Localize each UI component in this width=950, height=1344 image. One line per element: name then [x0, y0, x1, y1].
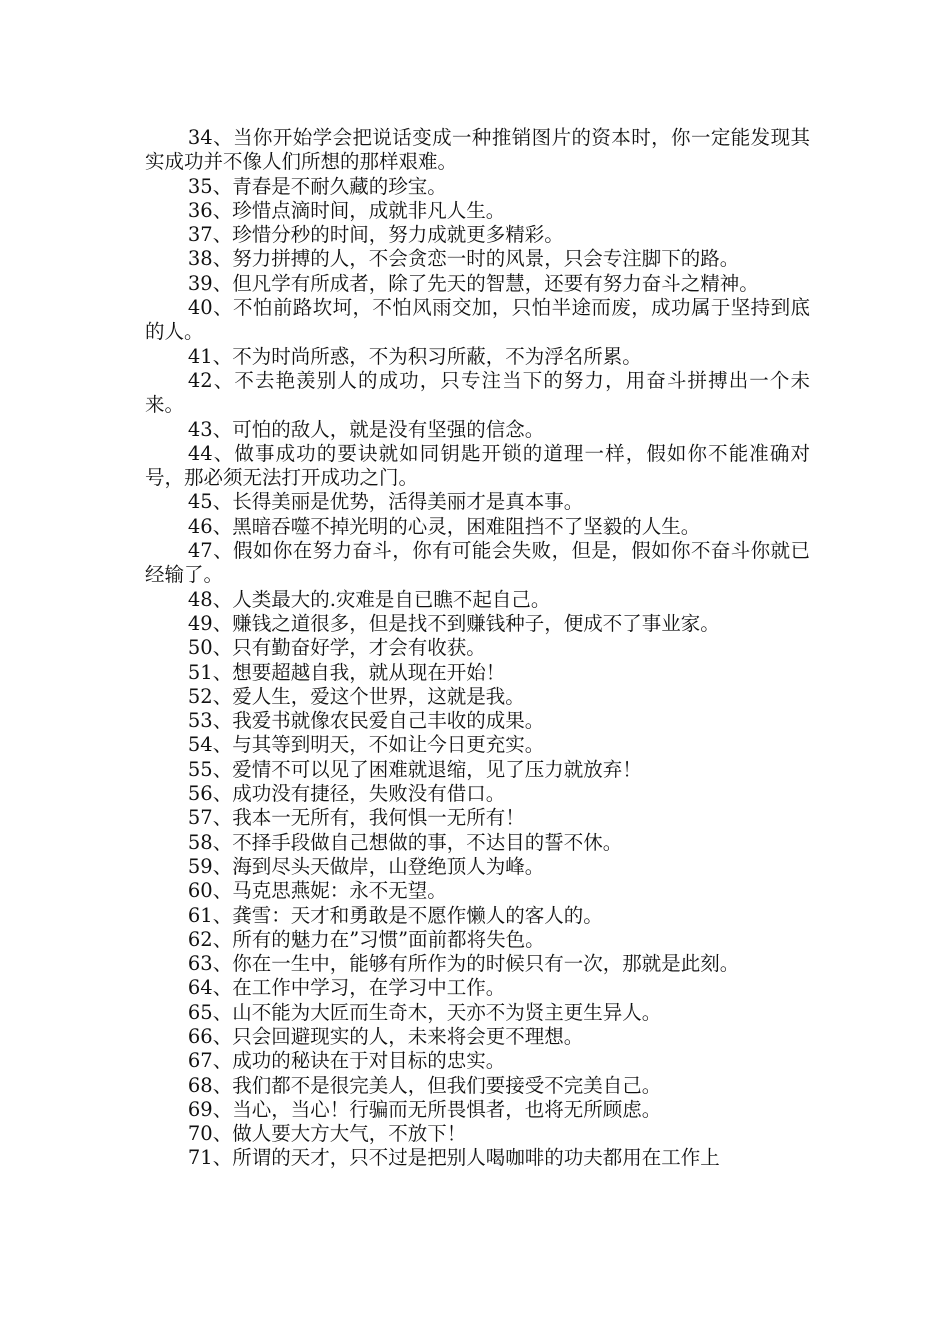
paragraph-36: 36、珍惜点滴时间，成就非凡人生。	[187, 198, 506, 222]
paragraph-54: 54、与其等到明天，不如让今日更充实。	[187, 733, 545, 757]
paragraph-49: 49、赚钱之道很多，但是找不到赚钱种子，便成不了事业家。	[187, 611, 720, 635]
paragraph-66: 66、只会回避现实的人，未来将会更不理想。	[187, 1024, 584, 1048]
paragraph-35: 35、青春是不耐久藏的珍宝。	[187, 174, 447, 198]
paragraph-64: 64、在工作中学习，在学习中工作。	[187, 976, 506, 1000]
paragraph-58: 58、不择手段做自己想做的事，不达目的誓不休。	[187, 830, 623, 854]
paragraph-56: 56、成功没有捷径，失败没有借口。	[187, 782, 506, 806]
paragraph-68: 68、我们都不是很完美人，但我们要接受不完美自己。	[187, 1073, 662, 1097]
paragraph-46: 46、黑暗吞噬不掉光明的心灵，困难阻挡不了坚毅的人生。	[187, 514, 701, 538]
paragraph-63: 63、你在一生中，能够有所作为的时候只有一次，那就是此刻。	[187, 952, 740, 976]
paragraph-65: 65、山不能为大匠而生奇木，天亦不为贤主更生异人。	[187, 1000, 662, 1024]
paragraph-34: 34、当你开始学会把说话变成一种推销图片的资本时，你一定能发现其实成功并不像人们所想的那样艰难。	[145, 126, 810, 174]
paragraph-50: 50、只有勤奋好学，才会有收获。	[187, 636, 486, 660]
paragraph-59: 59、海到尽头天做岸，山登绝顶人为峰。	[187, 854, 545, 878]
paragraph-44: 44、做事成功的要诀就如同钥匙开锁的道理一样，假如你不能准确对号，那必须无法打开成功之门。	[145, 441, 810, 490]
paragraph-37: 37、珍惜分秒的时间，努力成就更多精彩。	[187, 223, 564, 247]
paragraph-62: 62、所有的魅力在”习惯”面前都将失色。	[187, 927, 545, 951]
paragraph-45: 45、长得美丽是优势，活得美丽才是真本事。	[187, 490, 584, 514]
paragraph-52: 52、爱人生，爱这个世界，这就是我。	[187, 684, 525, 708]
paragraph-57: 57、我本一无所有，我何惧一无所有！	[187, 806, 525, 830]
paragraph-69: 69、当心，当心！行骗而无所畏惧者，也将无所顾虑。	[187, 1097, 662, 1121]
paragraph-40: 40、不怕前路坎坷，不怕风雨交加，只怕半途而废，成功属于坚持到底的人。	[145, 296, 810, 344]
paragraph-48: 48、人类最大的.灾难是自已瞧不起自己。	[187, 587, 551, 611]
paragraph-38: 38、努力拼搏的人，不会贪恋一时的风景，只会专注脚下的路。	[187, 247, 740, 271]
paragraph-70: 70、做人要大方大气，不放下！	[187, 1122, 467, 1146]
paragraph-39: 39、但凡学有所成者，除了先天的智慧，还要有努力奋斗之精神。	[187, 271, 759, 295]
paragraph-71: 71、所谓的天才，只不过是把别人喝咖啡的功夫都用在工作上	[187, 1146, 720, 1170]
paragraph-43: 43、可怕的敌人，就是没有坚强的信念。	[187, 417, 545, 441]
paragraph-67: 67、成功的秘诀在于对目标的忠实。	[187, 1049, 506, 1073]
paragraph-41: 41、不为时尚所惑，不为积习所蔽，不为浮名所累。	[187, 344, 642, 368]
document-body	[145, 126, 810, 1171]
paragraph-42: 42、不去艳羡别人的成功，只专注当下的努力，用奋斗拼搏出一个未来。	[145, 368, 810, 417]
paragraph-47: 47、假如你在努力奋斗，你有可能会失败，但是，假如你不奋斗你就已经输了。	[145, 539, 810, 587]
paragraph-55: 55、爱情不可以见了困难就退缩，见了压力就放弃！	[187, 757, 642, 781]
paragraph-51: 51、想要超越自我，就从现在开始！	[187, 660, 506, 684]
paragraph-60: 60、马克思燕妮：永不无望。	[187, 879, 447, 903]
paragraph-61: 61、龚雪：天才和勇敢是不愿作懒人的客人的。	[187, 903, 603, 927]
paragraph-53: 53、我爱书就像农民爱自己丰收的成果。	[187, 709, 545, 733]
